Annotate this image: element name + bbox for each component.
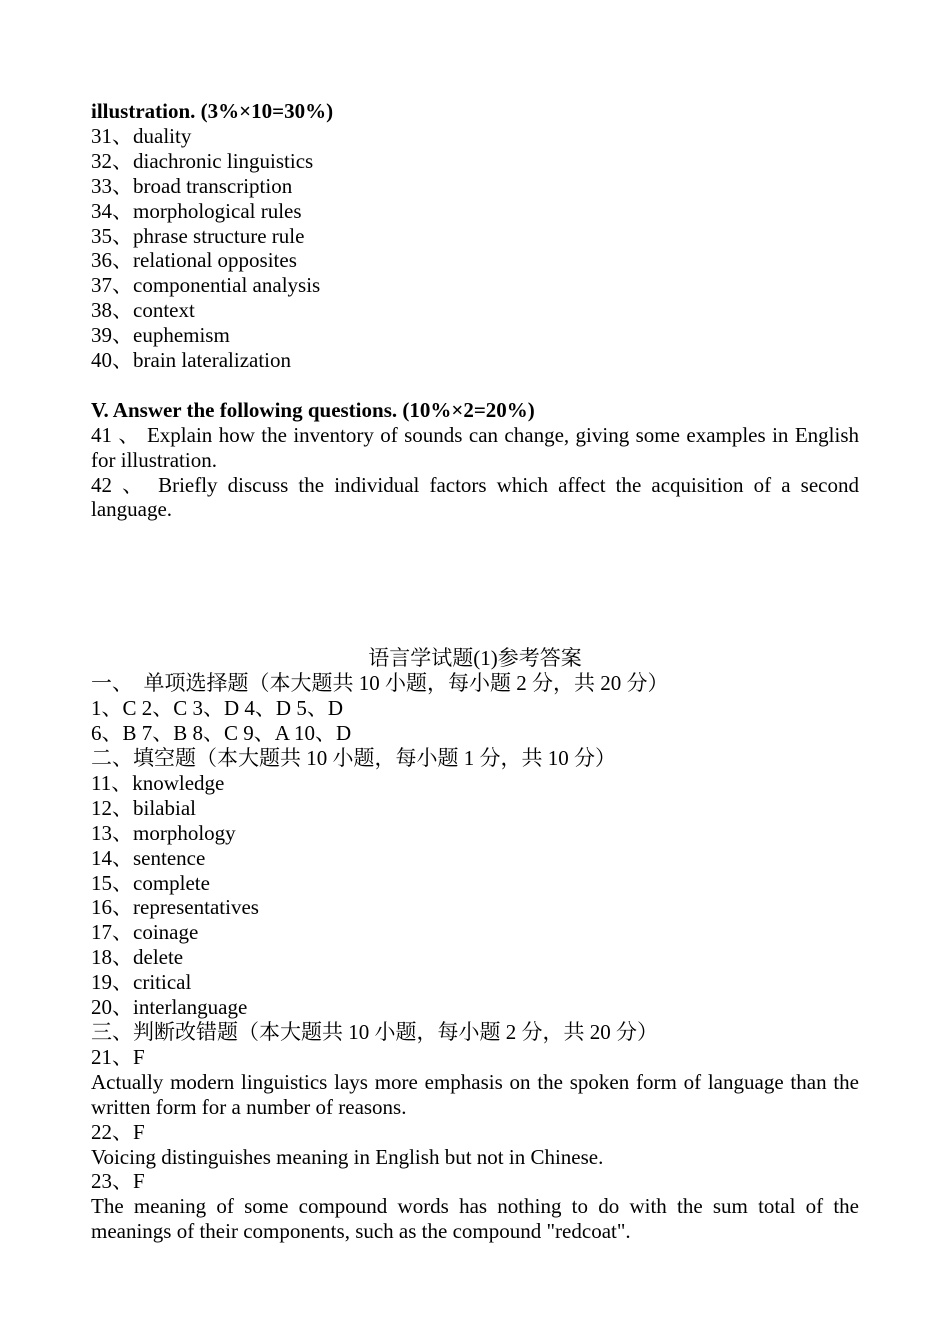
tf-explanation: Actually modern linguistics lays more emphasis on the spoken form of language than the written form for a number of reasons. [91, 1069, 859, 1119]
term-item: 37、componential analysis [91, 273, 321, 298]
fill-answer: 12、bilabial [91, 795, 196, 820]
term-item: 38、context [91, 298, 195, 323]
fill-answer: 17、coinage [91, 920, 199, 945]
question-42: 42 、 Briefly discuss the individual factors which affect the acquisition of a second language. [91, 472, 859, 522]
fill-answer: 11、knowledge [91, 770, 225, 795]
answer-key-title: 语言学试题(1)参考答案 [368, 646, 582, 671]
section-4-heading: illustration. (3%×10=30%) [91, 99, 334, 123]
term-item: 34、morphological rules [91, 198, 302, 223]
part-2-heading: 二、填空题（本大题共 10 小题，每小题 1 分，共 10 分） [91, 746, 616, 771]
term-item: 31、duality [91, 123, 192, 148]
fill-answer: 13、morphology [91, 820, 236, 845]
term-item: 33、broad transcription [91, 173, 293, 198]
mc-answers-row: 6、B 7、B 8、C 9、A 10、D [91, 721, 352, 746]
term-item: 39、euphemism [91, 323, 230, 348]
term-item: 40、brain lateralization [91, 348, 292, 373]
section-5-heading: V. Answer the following questions. (10%×2=20%) [91, 397, 535, 422]
tf-explanation: The meaning of some compound words has nothing to do with the sum total of the meanings of their components, such as the compound "redcoat". [91, 1194, 859, 1244]
term-item: 32、diachronic linguistics [91, 148, 314, 173]
tf-explanation: Voicing distinguishes meaning in English but not in Chinese. [91, 1144, 604, 1169]
term-item: 36、relational opposites [91, 248, 297, 273]
fill-answer: 14、sentence [91, 845, 206, 870]
fill-answer: 19、critical [91, 970, 192, 995]
spacer [91, 522, 859, 646]
tf-answer: 23、F [91, 1169, 145, 1194]
term-list [91, 124, 859, 373]
tf-answer: 21、F [91, 1044, 145, 1069]
fill-blank-answers [91, 771, 859, 1020]
part-1-heading: 一、 单项选择题（本大题共 10 小题，每小题 2 分，共 20 分） [91, 671, 669, 696]
mc-answers-row: 1、C 2、C 3、D 4、D 5、D [91, 696, 344, 721]
fill-answer: 20、interlanguage [91, 995, 248, 1020]
tf-answer: 22、F [91, 1119, 145, 1144]
fill-answer: 15、complete [91, 870, 210, 895]
fill-answer: 16、representatives [91, 895, 259, 920]
document-page [91, 99, 859, 1244]
question-41: 41 、 Explain how the inventory of sounds can change, giving some examples in English for illustration. [91, 422, 859, 472]
term-item: 35、phrase structure rule [91, 223, 305, 248]
fill-answer: 18、delete [91, 945, 184, 970]
spacer [91, 373, 859, 398]
part-3-heading: 三、判断改错题（本大题共 10 小题，每小题 2 分，共 20 分） [91, 1019, 658, 1044]
